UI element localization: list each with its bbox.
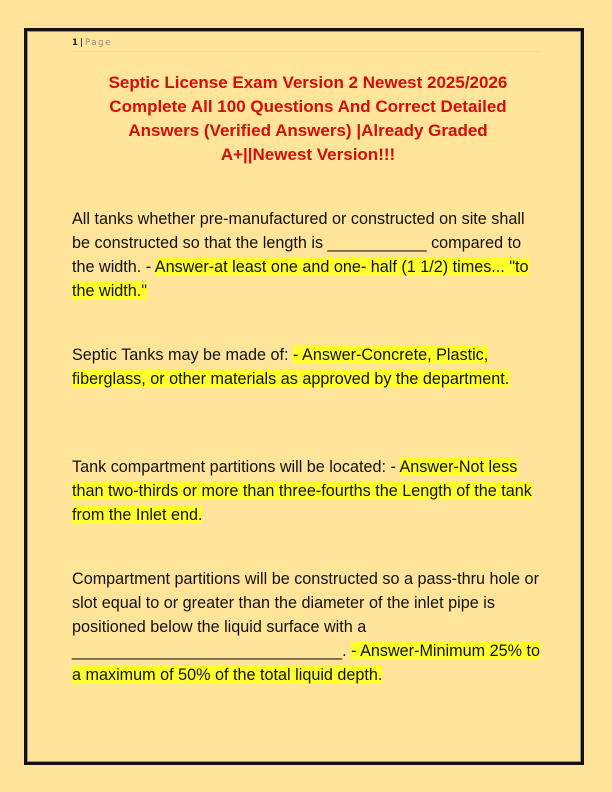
title-line-3: Answers (Verified Answers) |Already Graded [128,121,488,140]
question-text: Compartment partitions will be constructed so a pass-thru hole or slot equal to or greater than the diameter of the inlet pipe is positioned below the liquid surface with a ______________________________. [72,570,539,660]
page-header [72,37,540,52]
page-header-separator: | [79,38,84,48]
answer-text-highlighted: - Answer-Minimum 25% to a maximum of 50% of the total liquid depth. [72,642,540,684]
qa-item-3 [72,455,544,527]
question-text: Tank compartment partitions will be located: - [72,458,400,476]
answer-text-highlighted: Answer-at least one and one- half (1 1/2) times... "to the width." [72,258,529,300]
title-line-4: A+||Newest Version!!! [220,145,396,164]
question-text: Septic Tanks may be made of: [72,346,294,364]
answer-text-highlighted: - Answer-Concrete, Plastic, fiberglass, or other materials as approved by the department. [72,346,510,388]
answer-text-highlighted: Answer-Not less than two-thirds or more than three-fourths the Length of the tank from the Inlet end. [72,458,532,524]
document-title [70,71,546,167]
question-text: All tanks whether pre-manufactured or constructed on site shall be constructed so that the length is ___________ compared to the width. - [72,210,525,276]
qa-item-1 [72,207,544,303]
qa-item-2 [72,343,544,391]
title-line-1: Septic License Exam Version 2 Newest 2025/2026 [108,73,508,92]
page-header-label: Page [85,38,113,48]
page-number: 1 [72,38,78,48]
qa-item-4 [72,567,544,687]
title-line-2: Complete All 100 Questions And Correct Detailed [109,97,507,116]
